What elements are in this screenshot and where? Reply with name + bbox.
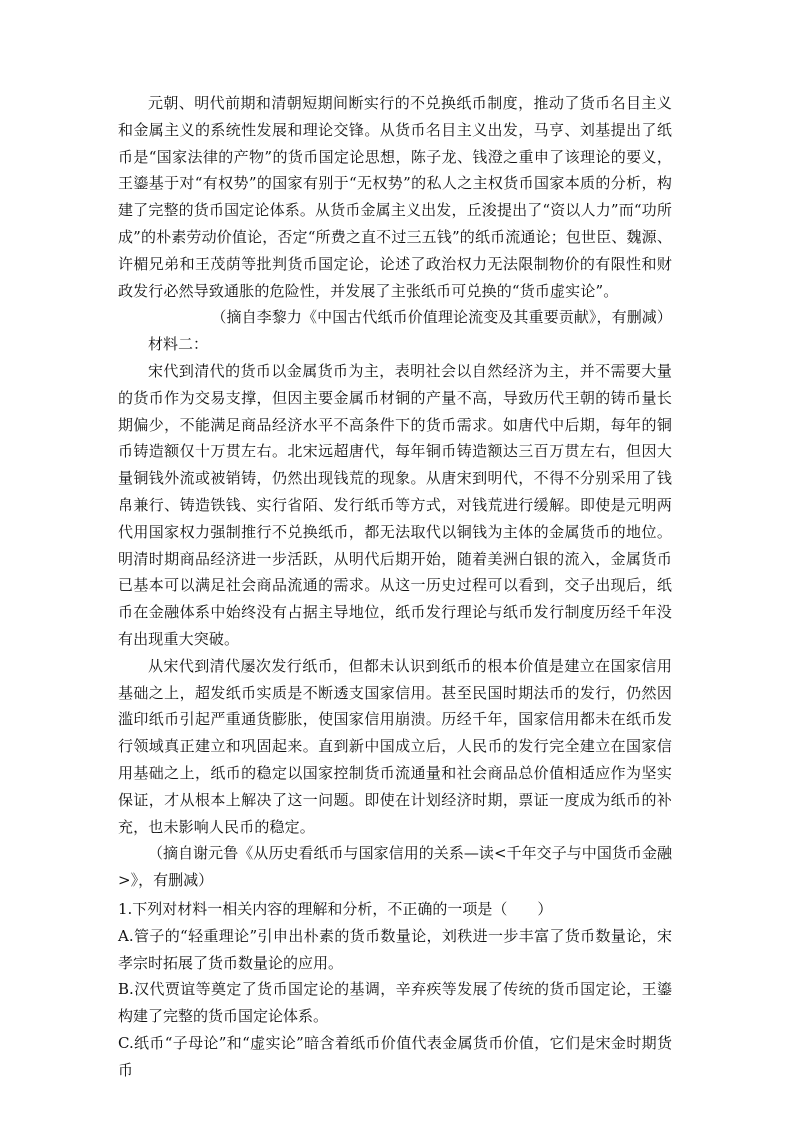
question-1-option-a: A.管子的“轻重理论”引申出朴素的货币数量论，刘秩进一步丰富了货币数量论，宋孝宗时拓展了货币数量论的应用。 [118,926,672,972]
question-1-stem: 1.下列对材料一相关内容的理解和分析，不正确的一项是（ ） [118,899,553,918]
material2-source: （摘自谢元鲁《从历史看纸币与国家信用的关系—读<千年交子与中国货币金融>》，有删减） [118,844,672,890]
document-page [118,90,672,1083]
material2-label: 材料二： [148,335,209,354]
question-1-option-b: B.汉代贾谊等奠定了货币国定论的基调，辛弃疾等发展了传统的货币国定论，王鎏构建了完整的货币国定论体系。 [118,980,672,1026]
question-1-option-c: C.纸币“子母论”和“虚实论”暗含着纸币价值代表金属货币价值，它们是宋金时期货币 [118,1033,672,1079]
material2-paragraph-1: 宋代到清代的货币以金属货币为主，表明社会以自然经济为主，并不需要大量的货币作为交易支撑，但因主要金属币材铜的产量不高，导致历代王朝的铸币量长期偏少，不能满足商品经济水平不高条件下的货币需求。如唐代中后期，每年的铜币铸造额仅十万贯左右。北宋远超唐代，每年铜币铸造额达三百万贯左右，但因大量铜钱外流或被销铸，仍然出现钱荒的现象。从唐宋到明代，不得不分别采用了钱帛兼行、铸造铁钱、实行省陌、发行纸币等方式，对钱荒进行缓解。即使是元明两代用国家权力强制推行不兑换纸币，都无法取代以铜钱为主体的金属货币的地位。明清时期商品经济进一步活跃，从明代后期开始，随着美洲白银的流入，金属货币已基本可以满足社会商品流通的需求。从这一历史过程可以看到，交子出现后，纸币在金融体系中始终没有占据主导地位，纸币发行理论与纸币发行制度历经千年没有出现重大突破。 [118,361,672,648]
material1-paragraph: 元朝、明代前期和清朝短期间断实行的不兑换纸币制度，推动了货币名目主义和金属主义的系统性发展和理论交锋。从货币名目主义出发，马亨、刘基提出了纸币是“国家法律的产物”的货币国定论思想，陈子龙、钱澄之重申了该理论的要义，王鎏基于对“有权势”的国家有别于“无权势”的私人之主权货币国家本质的分析，构建了完整的货币国定论体系。从货币金属主义出发，丘浚提出了“资以人力”而“功所成”的朴素劳动价值论，否定“所费之直不过三五钱”的纸币流通论；包世臣、魏源、许楣兄弟和王茂荫等批判货币国定论，论述了政治权力无法限制物价的有限性和财政发行必然导致通胀的危险性，并发展了主张纸币可兑换的“货币虚实论”。 [118,94,672,300]
material2-paragraph-2: 从宋代到清代屡次发行纸币，但都未认识到纸币的根本价值是建立在国家信用基础之上，超发纸币实质是不断透支国家信用。甚至民国时期法币的发行，仍然因滥印纸币引起严重通货膨胀，使国家信用崩溃。历经千年，国家信用都未在纸币发行领域真正建立和巩固起来。直到新中国成立后，人民币的发行完全建立在国家信用基础之上，纸币的稳定以国家控制货币流通量和社会商品总价值相适应作为坚实保证，才从根本上解决了这一问题。即使在计划经济时期，票证一度成为纸币的补充，也未影响人民币的稳定。 [118,656,672,836]
material1-source: （摘自李黎力《中国古代纸币价值理论流变及其重要贡献》，有删减） [211,308,672,327]
